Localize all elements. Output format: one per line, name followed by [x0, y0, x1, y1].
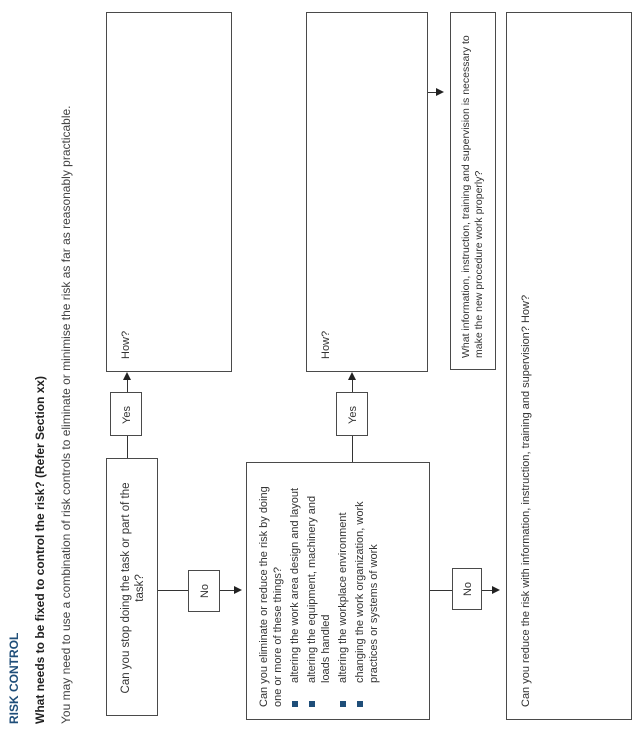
q2-bullet-item: altering the work area design and layout [288, 477, 302, 707]
q1-how-label: How? [120, 330, 132, 359]
intro-text: You may need to use a combination of risk controls to eliminate or minimise the risk as far as reasonably practicable. [59, 105, 73, 724]
q2-box [246, 462, 430, 720]
q1-yes-line-lower [127, 436, 128, 458]
q1-no-arrow [234, 586, 242, 594]
bullet-square-icon [357, 701, 363, 707]
q2-no-arrow [492, 586, 500, 594]
how-to-info-arrow [436, 88, 444, 96]
bullet-square-icon [309, 701, 315, 707]
info-box [450, 12, 496, 370]
q2-no-label: No [462, 581, 474, 597]
q2-content [257, 477, 425, 707]
q1-no-label-box [188, 570, 220, 612]
q1-text: Can you stop doing the task or part of the task? [120, 482, 146, 694]
q1-yes-line-upper [127, 378, 128, 392]
q2-yes-line-lower [352, 436, 353, 462]
page-title: RISK CONTROL [7, 632, 21, 724]
q3-box [506, 12, 632, 720]
info-text: What information, instruction, training and supervision is necessary to make the new procedure work properly? [460, 35, 485, 358]
q2-text: Can you eliminate or reduce the risk by doing one or more of these things? [258, 486, 284, 707]
q3-text: Can you reduce the risk with information, instruction, training and supervision? How? [520, 294, 532, 707]
q2-bullet-item: altering the equipment, machinery and loads handled [305, 477, 333, 707]
q2-how-box [306, 12, 428, 372]
q1-yes-label-box [110, 392, 142, 436]
q2-how-label: How? [320, 330, 332, 359]
q1-box [106, 458, 158, 716]
q2-bullet-item: changing the work organization, work practices or systems of work [353, 477, 381, 707]
q2-yes-label-box [336, 392, 368, 436]
bullet-square-icon [292, 701, 298, 707]
q2-yes-line-upper [352, 378, 353, 392]
bullet-square-icon [340, 701, 346, 707]
q2-yes-label: Yes [347, 406, 359, 424]
q2-yes-arrow [348, 372, 356, 380]
q2-bullet-item: altering the workplace environment [336, 477, 350, 707]
q1-how-box [106, 12, 232, 372]
q2-bullet-list [288, 477, 381, 707]
q2-no-line-left [430, 590, 452, 591]
q1-yes-arrow [123, 372, 131, 380]
q1-yes-label: Yes [121, 406, 133, 424]
q1-no-label: No [199, 583, 211, 599]
q1-no-line-left [158, 590, 188, 591]
section-question: What needs to be fixed to control the risk? (Refer Section xx) [33, 375, 47, 724]
q2-no-label-box [452, 568, 482, 610]
